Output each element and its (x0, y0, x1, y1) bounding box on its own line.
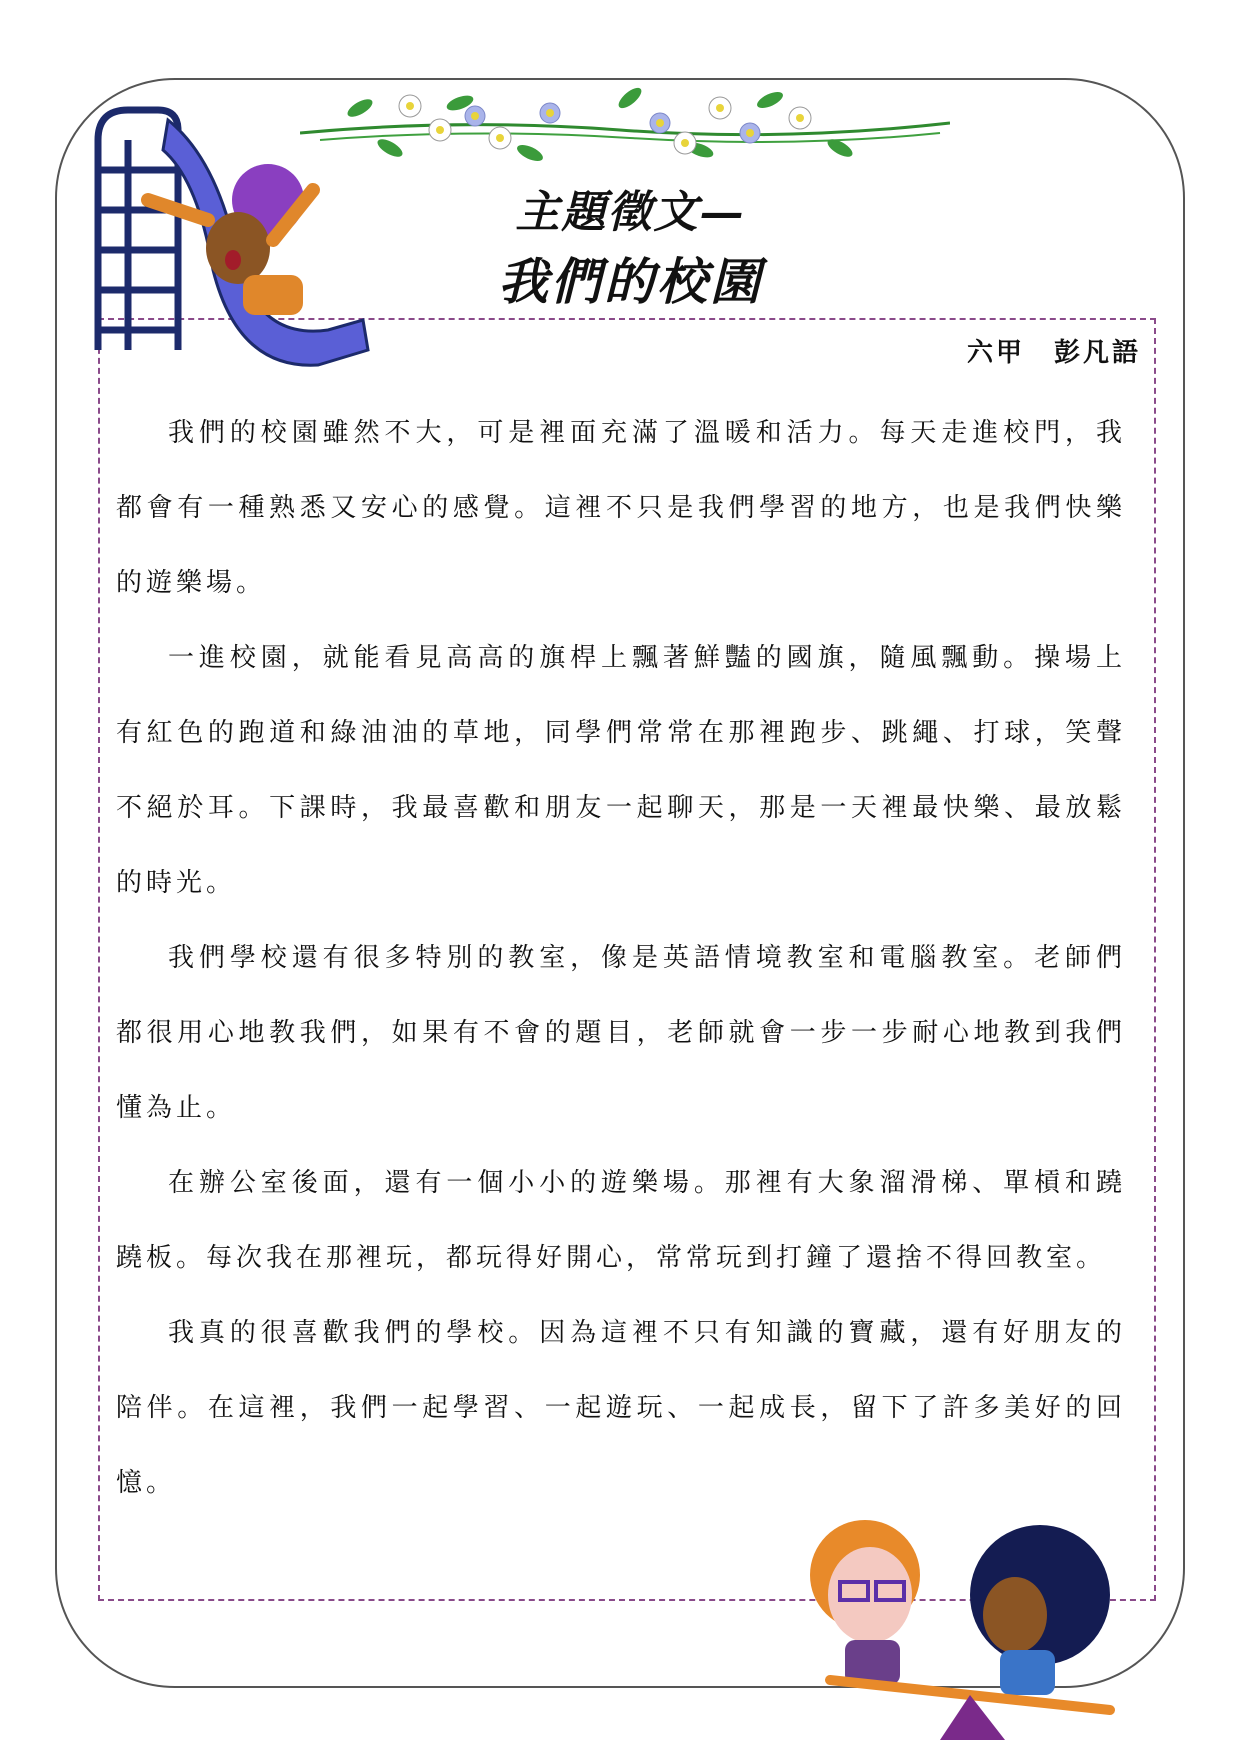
slide-kid-icon (88, 100, 378, 380)
paragraph-3: 我們學校還有很多特別的教室，像是英語情境教室和電腦教室。老師們都很用心地教我們，如果有不會的題目，老師就會一步一步耐心地教到我們懂為止。 (116, 943, 1126, 1123)
paragraph-4: 在辦公室後面，還有一個小小的遊樂場。那裡有大象溜滑梯、單槓和蹺蹺板。每次我在那裡玩，都玩得好開心，常常玩到打鐘了還捨不得回教室。 (116, 1168, 1126, 1273)
paragraph-1: 我們的校園雖然不大，可是裡面充滿了溫暖和活力。每天走進校門，我都會有一種熟悉又安心的感覺。這裡不只是我們學習的地方，也是我們快樂的遊樂場。 (116, 418, 1126, 598)
title-line2: 我們的校園 (498, 252, 763, 311)
paragraph-2: 一進校園，就能看見高高的旗桿上飄著鮮豔的國旗，隨風飄動。操場上有紅色的跑道和綠油油的草地，同學們常常在那裡跑步、跳繩、打球，笑聲不絕於耳。下課時，我最喜歡和朋友一起聊天，那是一天裡最快樂、最放鬆的時光。 (116, 643, 1126, 898)
author-name: 六甲 彭凡語 (966, 338, 1141, 368)
essay-body (116, 396, 1126, 1521)
flower-vine-icon (300, 78, 950, 178)
paragraph-5: 我真的很喜歡我們的學校。因為這裡不只有知識的寶藏，還有好朋友的陪伴。在這裡，我們一起學習、一起遊玩、一起成長，留下了許多美好的回憶。 (116, 1318, 1126, 1498)
seesaw-kids-icon (800, 1500, 1150, 1745)
title-line1: 主題徵文— (515, 187, 746, 238)
